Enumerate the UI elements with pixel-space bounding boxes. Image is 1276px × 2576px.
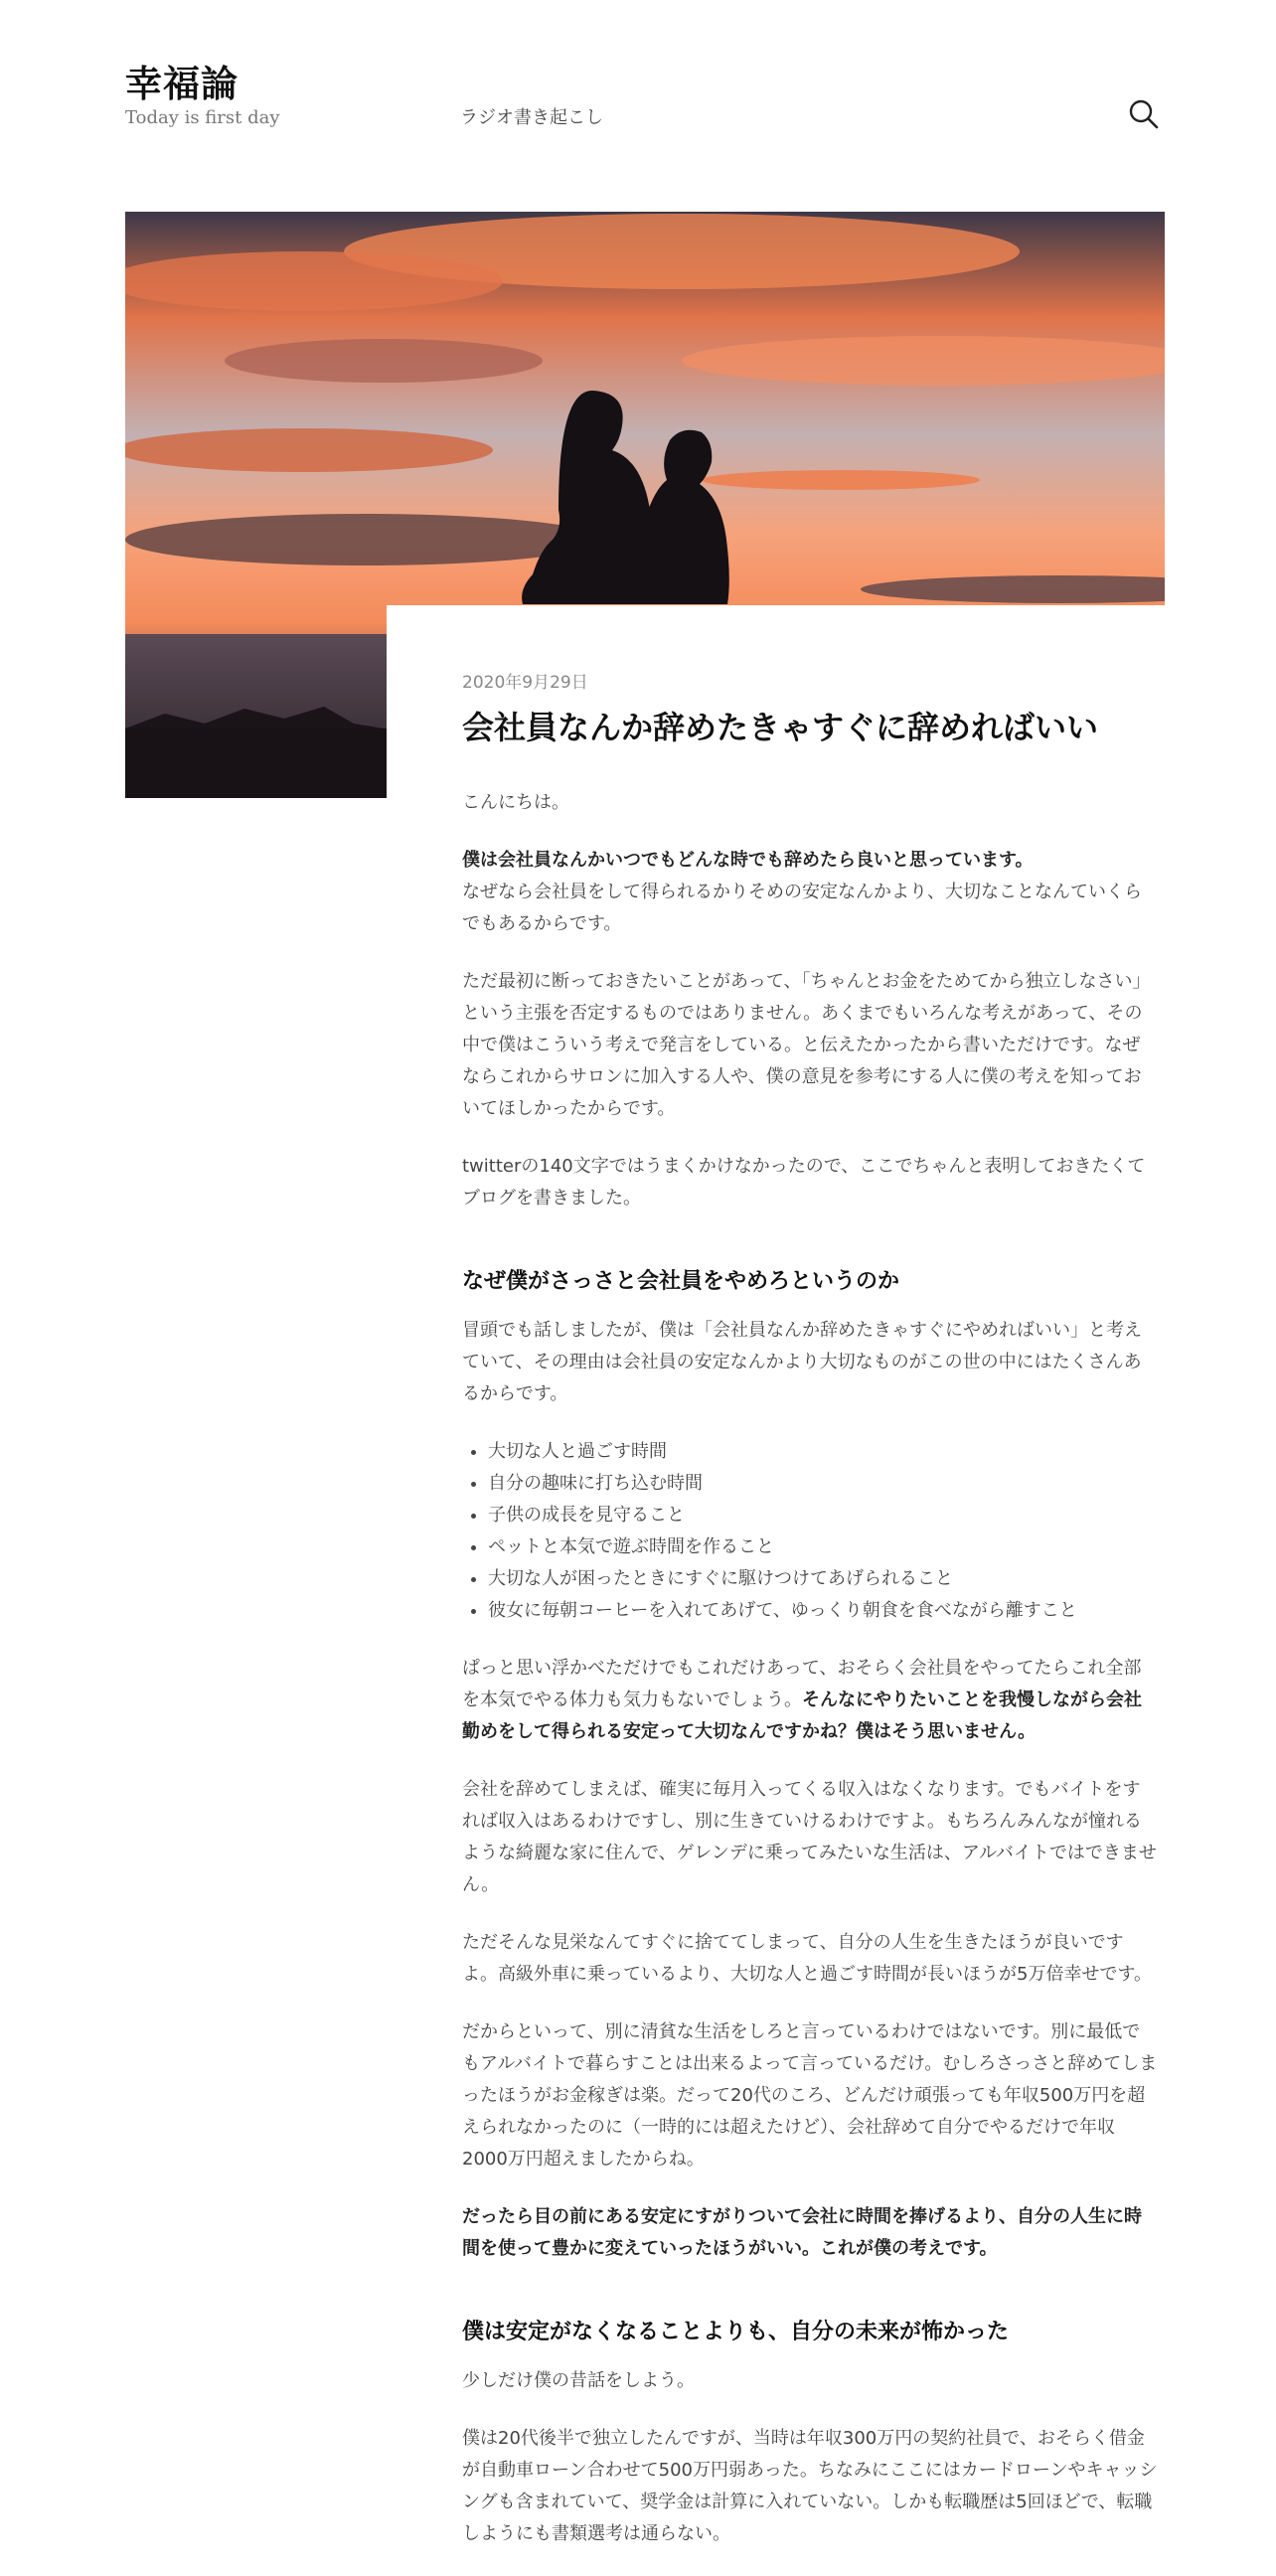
- paragraph-6: [462, 1653, 1158, 1748]
- paragraph-2-rest: なぜなら会社員をして得られるかりそめの安定なんかより、大切なことなんていくらでもあるからです。: [462, 882, 1142, 935]
- paragraph-7: 会社を辞めてしまえば、確実に毎月入ってくる収入はなくなります。でもバイトをすれば収入はあるわけですし、別に生きていけるわけですよ。もちろんみんなが憧れるような綺麗な家に住んで、ゲレンデに乗ってみたいな生活は、アルバイトではできません。: [462, 1779, 1157, 1896]
- reason-list: [462, 1436, 1158, 1627]
- list-item: • 自分の趣味に打ち込む時間: [488, 1468, 1158, 1500]
- section-heading-2: 僕は安定がなくなることよりも、自分の未来が怖かった: [462, 2320, 1010, 2345]
- paragraph-5: 冒頭でも話しましたが、僕は「会社員なんか辞めたきゃすぐにやめればいい」と考えていて、その理由は会社員の安定なんかより大切なものがこの世の中にはたくさんあるからです。: [462, 1320, 1142, 1405]
- nav-link-radio[interactable]: ラジオ書き起こし: [460, 107, 603, 128]
- site-title[interactable]: 幸福論: [125, 63, 239, 105]
- paragraph-9: だからといって、別に清貧な生活をしろと言っているわけではないです。別に最低でもアルバイトで暮らすことは出来るよって言っているだけ。むしろさっさと辞めてしまったほうがお金稼ぎは楽。だって20代のころ、どんだけ頑張っても年収500万円を超えられなかったのに（一時的には超えたけど）、会社辞めて自分でやるだけで年収2000万円超えましたからね。: [462, 2021, 1158, 2171]
- section-heading-1: なぜ僕がさっさと会社員をやめろというのか: [462, 1269, 900, 1295]
- list-item: • 大切な人が困ったときにすぐに駆けつけてあげられること: [488, 1563, 1158, 1595]
- post-title: 会社員なんか辞めたきゃすぐに辞めればいい: [462, 709, 1099, 746]
- site-description: Today is first day: [125, 107, 280, 128]
- paragraph-10: [462, 2201, 1158, 2265]
- paragraph-8: ただそんな見栄なんてすぐに捨ててしまって、自分の人生を生きたほうが良いですよ。高級外車に乗っているより、大切な人と過ごす時間が長いほうが5万倍幸せです。: [462, 1932, 1153, 1986]
- list-item: • ペットと本気で遊ぶ時間を作ること: [488, 1531, 1158, 1563]
- article: [462, 668, 1158, 2576]
- search-icon: [1127, 97, 1161, 131]
- paragraph-2: [462, 845, 1158, 940]
- list-item: • 大切な人と過ごす時間: [488, 1436, 1158, 1468]
- search-button[interactable]: [1127, 97, 1161, 131]
- paragraph-2-bold: 僕は会社員なんかいつでもどんな時でも辞めたら良いと思っています。: [462, 850, 1034, 872]
- paragraph-10-bold: だったら目の前にある安定にすがりついて会社に時間を捧げるより、自分の人生に時間を使って豊かに変えていったほうがいい。これが僕の考えです。: [462, 2206, 1142, 2260]
- paragraph-4: twitterの140文字ではうまくかけなかったので、ここでちゃんと表明しておきたくてブログを書きました。: [462, 1156, 1146, 1209]
- list-item: • 子供の成長を見守ること: [488, 1500, 1158, 1531]
- paragraph-6-bold: そんなにやりたいことを我慢しながら会社勤めをして得られる安定って大切なんですかね？僕はそう思いません。: [462, 1690, 1142, 1743]
- paragraph-6-text: ぱっと思い浮かべただけでもこれだけあって、おそらく会社員をやってたらこれ全部を本気でやる体力も気力もないでしょう。: [462, 1658, 1142, 1711]
- paragraph-11: 少しだけ僕の昔話をしよう。: [462, 2370, 695, 2392]
- paragraph-3: ただ最初に断っておきたいことがあって、「ちゃんとお金をためてから独立しなさい」という主張を否定するものではありません。あくまでもいろんな考えがあって、その中で僕はこういう考えで発言をしている。と伝えたかったから書いただけです。なぜならこれからサロンに加入する人や、僕の意見を参考にする人に僕の考えを知っておいてほしかったからです。: [462, 971, 1151, 1120]
- paragraph-1: こんにちは。: [462, 792, 569, 814]
- list-item: • 彼女に毎朝コーヒーを入れてあげて、ゆっくり朝食を食べながら離すこと: [488, 1595, 1158, 1627]
- paragraph-12: 僕は20代後半で独立したんですが、当時は年収300万円の契約社員で、おそらく借金が自動車ローン合わせて500万円弱あった。ちなみにここにはカードローンやキャッシングも含まれていて、奨学金は計算に入れていない。しかも転職歴は5回ほどで、転職しようにも書類選考は通らない。: [462, 2428, 1158, 2545]
- post-date[interactable]: 2020年9月29日: [462, 673, 588, 693]
